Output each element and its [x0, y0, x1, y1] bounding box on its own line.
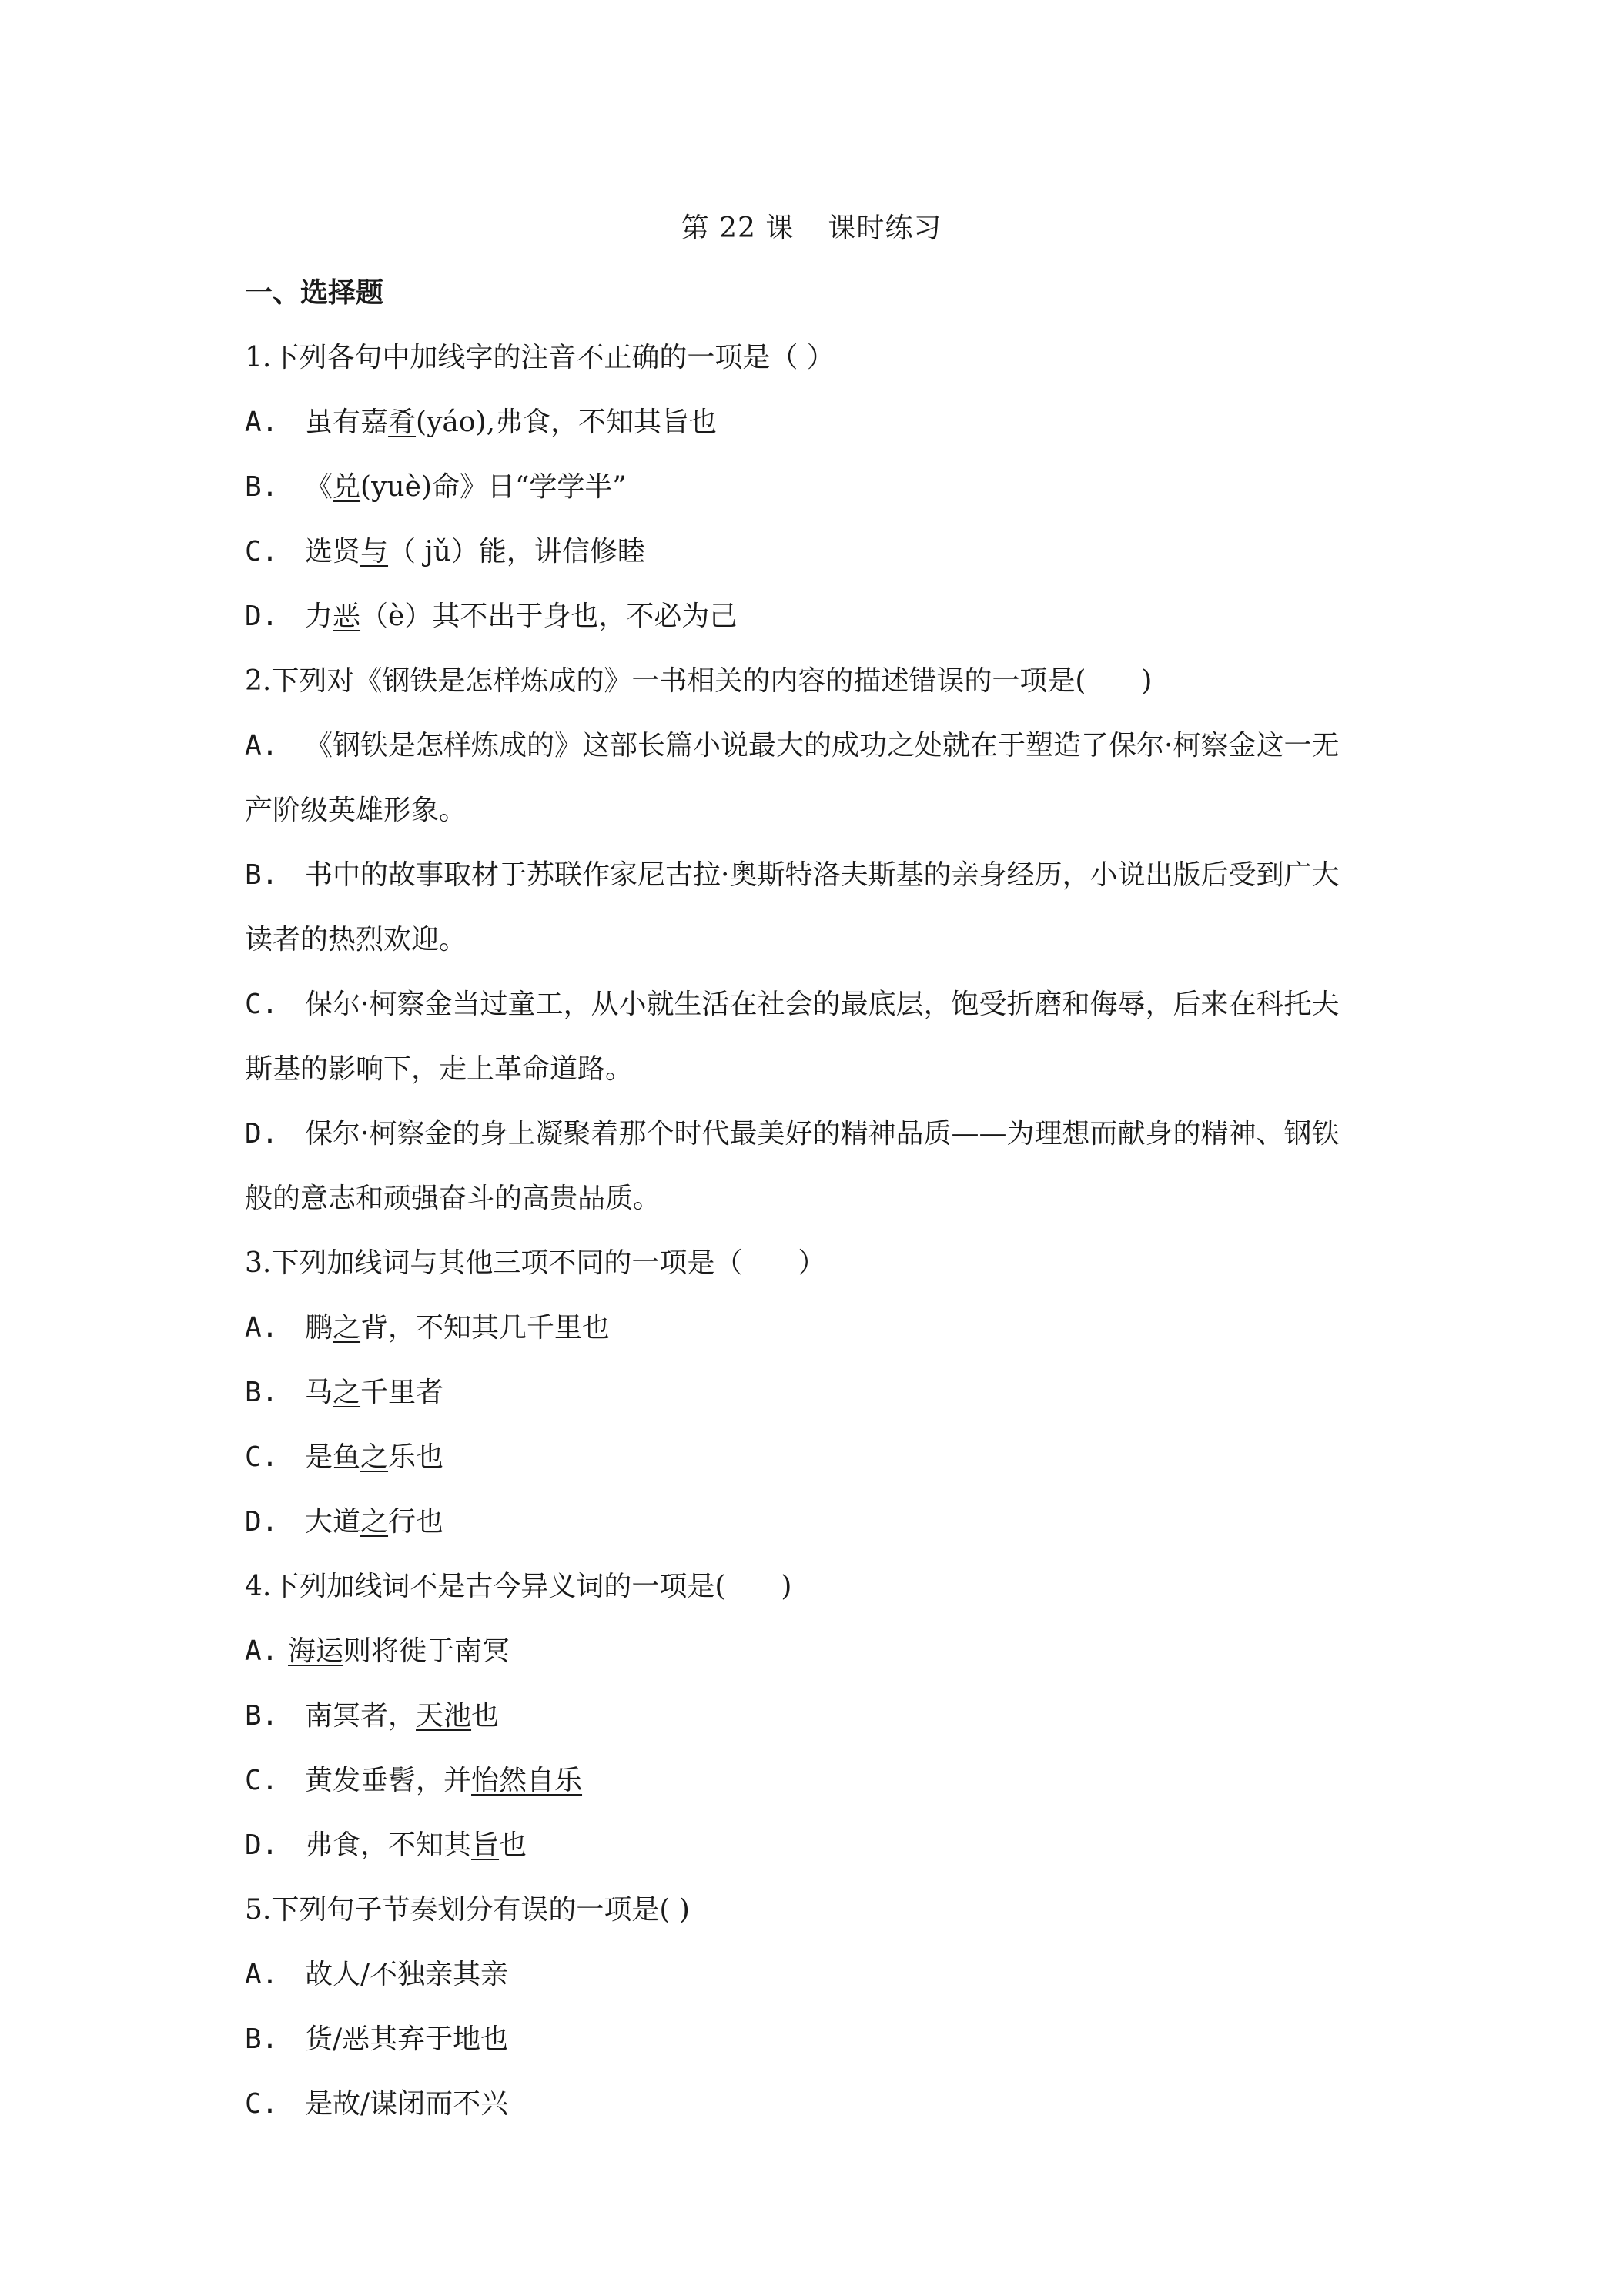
question-5-option-a: A. 故人/不独亲其亲 [245, 1959, 509, 1990]
underlined-char: 之 [333, 1377, 361, 1408]
question-4-option-d: D. 弗食，不知其旨也 [245, 1829, 527, 1861]
underlined-word: 怡然自乐 [471, 1765, 583, 1796]
question-2-option-b: B. 书中的故事取材于苏联作家尼古拉·奥斯特洛夫斯基的亲身经历，小说出版后受到广大 [245, 859, 1340, 891]
underlined-char: 兑 [333, 471, 361, 503]
question-2-option-c-continued: 斯基的影响下，走上革命道路。 [245, 1053, 634, 1085]
question-3-stem: 3.下列加线词与其他三项不同的一项是（ ） [245, 1247, 826, 1279]
underlined-char: 肴 [388, 407, 417, 438]
question-2-option-c: C. 保尔·柯察金当过童工，从小就生活在社会的最底层，饱受折磨和侮辱，后来在科托夫 [245, 989, 1340, 1020]
page-title [0, 209, 1623, 248]
underlined-word: 天池 [416, 1700, 472, 1732]
title-lesson: 第 22 课 [681, 213, 795, 244]
question-1-stem: 1.下列各句中加线字的注音不正确的一项是（ ） [245, 342, 835, 373]
question-2-option-d-continued: 般的意志和顽强奋斗的高贵品质。 [245, 1183, 661, 1214]
title-name: 课时练习 [828, 213, 942, 244]
question-3-option-b: B. 马之千里者 [245, 1377, 444, 1408]
question-2-stem: 2.下列对《钢铁是怎样炼成的》一书相关的内容的描述错误的一项是( ) [245, 665, 1153, 697]
underlined-char: 之 [333, 1312, 361, 1344]
question-3-option-d: D. 大道之行也 [245, 1506, 444, 1538]
underlined-char: 恶 [333, 601, 361, 632]
question-2-option-b-continued: 读者的热烈欢迎。 [245, 924, 467, 956]
question-4-stem: 4.下列加线词不是古今异义词的一项是( ) [245, 1571, 792, 1602]
question-4-option-c: C. 黄发垂髫，并怡然自乐 [245, 1765, 583, 1796]
question-1-option-c: C. 选贤与（ jǔ）能，讲信修睦 [245, 536, 645, 567]
question-5-stem: 5.下列句子节奏划分有误的一项是( ) [245, 1894, 690, 1926]
question-1-option-b: B. 《兑(yuè)命》日“学学半” [245, 471, 627, 503]
question-2-option-d: D. 保尔·柯察金的身上凝聚着那个时代最美好的精神品质——为理想而献身的精神、钢铁 [245, 1118, 1340, 1150]
question-5-option-b: B. 货/恶其弃于地也 [245, 2023, 509, 2055]
question-2-option-a: A. 《钢铁是怎样炼成的》这部长篇小说最大的成功之处就在于塑造了保尔·柯察金这一无 [245, 730, 1340, 761]
question-4-option-a: A. 海运则将徙于南冥 [245, 1635, 510, 1667]
underlined-char: 与 [360, 536, 389, 567]
question-3-option-a: A. 鹏之背，不知其几千里也 [245, 1312, 611, 1344]
underlined-char: 之 [360, 1441, 389, 1473]
question-2-option-a-continued: 产阶级英雄形象。 [245, 795, 467, 826]
underlined-word: 旨 [471, 1829, 500, 1861]
question-5-option-c: C. 是故/谋闭而不兴 [245, 2088, 509, 2120]
question-1-option-d: D. 力恶（è）其不出于身也，不必为己 [245, 601, 738, 632]
section-heading: 一、选择题 [245, 277, 384, 309]
underlined-word: 海运 [288, 1635, 344, 1667]
question-1-option-a: A. 虽有嘉肴(yáo),弗食，不知其旨也 [245, 407, 718, 438]
underlined-char: 之 [360, 1506, 389, 1538]
question-3-option-c: C. 是鱼之乐也 [245, 1441, 444, 1473]
question-4-option-b: B. 南冥者，天池也 [245, 1700, 500, 1732]
